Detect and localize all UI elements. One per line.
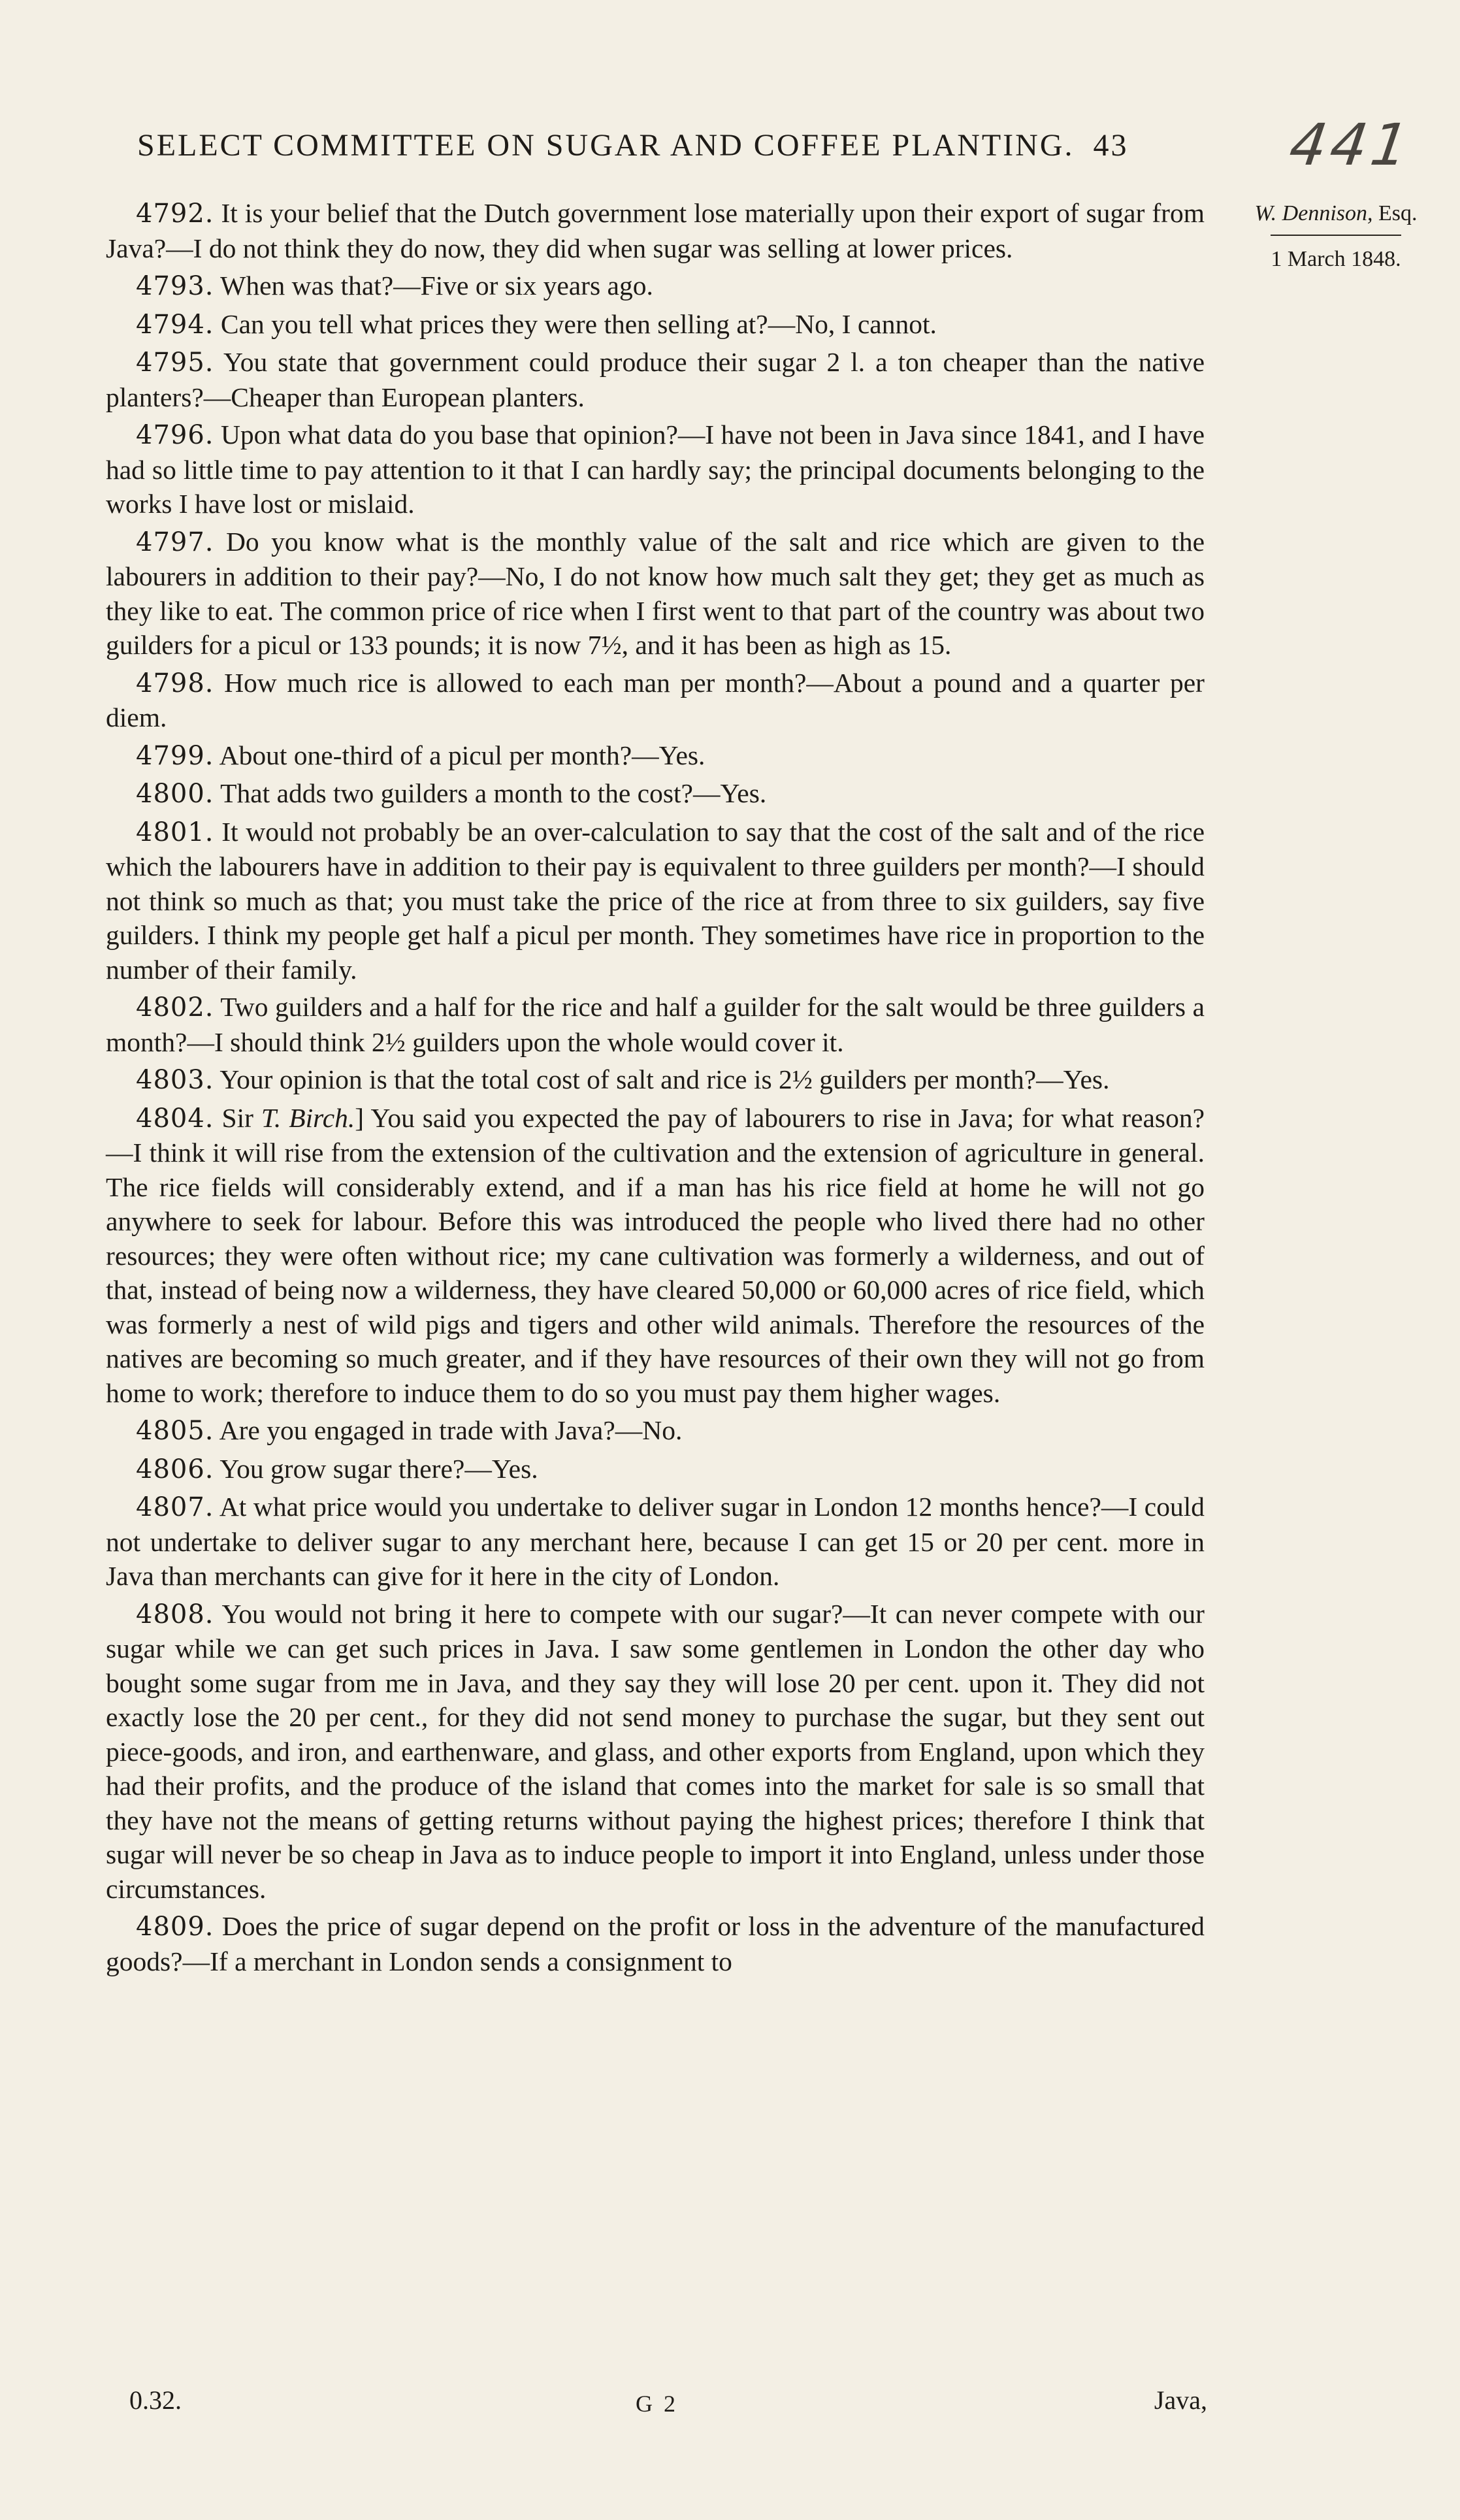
question-4792 [106,196,1205,265]
footer-paper-number: 0.32. [129,2385,182,2415]
question-number: 4797. [136,527,214,557]
witness-name: W. Dennison, [1254,201,1373,225]
margin-note [1228,199,1444,274]
question-4801 [106,815,1205,987]
question-number: 4799. [136,740,214,771]
question-4799 [106,738,1205,774]
question-number: 4806. [136,1454,214,1484]
question-text: Does the price of sugar depend on the profit or loss in the adventure of the manufactured goods?—If a merchant in London sends a consignment to [106,1911,1205,1976]
question-4796 [106,417,1205,521]
question-number: 4803. [136,1065,214,1095]
question-4807 [106,1490,1205,1594]
question-text: You would not bring it here to compete with our sugar?—It can never compete with our sugar while we can get such prices in Java. I saw some gentlemen in London the other day who bought some sugar from me in Java, and they say they will lose 20 per cent. upon it. They did not exactly lose the 20 per cent., for they did not send money to purchase the sugar, but they sent out piece-goods, and iron, and earthenware, and glass, and other exports from England, upon which they had their profits, and the produce of the island that comes into the market for sale is so small that they have not the means of getting returns without paying the highest prices; therefore I think that sugar will never be so cheap in Java as to induce people to import it into England, unless under those circumstances. [106,1598,1205,1904]
question-4808 [106,1597,1205,1906]
question-4797 [106,525,1205,663]
question-4798 [106,666,1205,735]
question-number: 4801. [136,817,214,847]
question-number: 4792. [136,199,214,229]
question-4806 [106,1452,1205,1487]
question-text: It would not probably be an over-calculation to say that the cost of the salt and of the rice which the labourers have in addition to their pay is equivalent to three guilders per month?—I should not think so much as that; you must take the price of the rice at from three to six guilders, say five guilders. I think my people get half a picul per month. They sometimes have rice in proportion to the number of their family. [106,816,1205,985]
question-text: That adds two guilders a month to the cost?—Yes. [220,778,767,808]
question-text: Do you know what is the monthly value of the salt and rice which are given to the labourers in addition to their pay?—No, I do not know how much salt they get; they get as much as they like to eat. The common price of rice when I first went to that part of the country was about two guilders for a picul or 133 pounds; it is now 7½, and it has been as high as 15. [106,526,1205,660]
footer-signature-mark: G 2 [636,2391,678,2417]
footer-catchword: Java, [1154,2385,1207,2415]
header-title: SELECT COMMITTEE ON SUGAR AND COFFEE PLANTING. [137,128,1075,163]
question-4804 [106,1101,1205,1411]
question-text: About one-third of a picul per month?—Yes. [219,740,706,770]
question-text: How much rice is allowed to each man per month?—About a pound and a quarter per diem. [106,667,1205,732]
question-text: Are you engaged in trade with Java?—No. [219,1415,683,1445]
question-4803 [106,1062,1205,1098]
question-number: 4802. [136,992,214,1023]
page-number: 43 [1093,128,1129,163]
question-4800 [106,776,1205,811]
witness-line [1228,199,1444,228]
running-header [137,127,1215,163]
question-number: 4793. [136,271,214,301]
question-text: You grow sugar there?—Yes. [219,1453,538,1484]
question-4802 [106,990,1205,1059]
question-number: 4807. [136,1492,214,1522]
question-4795 [106,345,1205,414]
question-text: Two guilders and a half for the rice and half a guilder for the salt would be three guilders a month?—I should think 2½ guilders upon the whole would cover it. [106,992,1205,1057]
question-number: 4809. [136,1912,214,1942]
margin-divider [1271,235,1401,236]
question-text: It is your belief that the Dutch government lose materially upon their export of sugar from Java?—I do not think they do now, they did when sugar was selling at lower prices. [106,198,1205,263]
question-4809 [106,1909,1205,1978]
question-text: Your opinion is that the total cost of salt and rice is 2½ guilders per month?—Yes. [219,1064,1110,1094]
question-text: ] You said you expected the pay of labourers to rise in Java; for what reason?—I think it will rise from the extension of the cultivation and the extension of agriculture in general. The rice fields will considerably extend, and if a man has his rice field at home he will not go anywhere to seek for labour. Before this was introduced the people who lived there had no other resources; they were often without rice; my cane cultivation was formerly a wilderness, and out of that, instead of being now a wilderness, they have cleared 50,000 or 60,000 acres of rice field, which was formerly a nest of wild pigs and tigers and other wild animals. Therefore the resources of the natives are becoming so much greater, and if they have resources of their own they will not go from home to work; therefore to induce them to do so you must pay them higher wages. [106,1102,1205,1408]
question-number: 4798. [136,668,214,698]
question-number: 4805. [136,1416,214,1446]
speaker-name: T. Birch. [261,1102,355,1133]
question-number: 4800. [136,779,214,809]
question-4794 [106,307,1205,342]
speaker-prefix: Sir [221,1102,261,1133]
question-number: 4794. [136,309,214,340]
question-text: You state that government could produce their sugar 2 l. a ton cheaper than the native planters?—Cheaper than European planters. [106,347,1205,412]
testimony-body [106,196,1205,1982]
question-number: 4795. [136,348,214,378]
question-text: At what price would you undertake to deliver sugar in London 12 months hence?—I could not undertake to deliver sugar to any merchant here, because I can get 15 or 20 per cent. more in Java than merchants can give for it here in the city of London. [106,1492,1205,1591]
question-number: 4808. [136,1599,214,1629]
question-number: 4796. [136,420,214,450]
page-footer [110,2385,1207,2424]
question-number: 4804. [136,1103,214,1134]
question-text: Upon what data do you base that opinion?—I have not been in Java since 1841, and I have had so little time to pay attention to it that I can hardly say; the principal documents belonging to the works I have lost or mislaid. [106,419,1205,519]
handwritten-folio-number: 441 [1285,111,1417,178]
witness-suffix: Esq. [1378,201,1418,225]
question-text: Can you tell what prices they were then selling at?—No, I cannot. [220,308,937,339]
question-text: When was that?—Five or six years ago. [220,270,653,301]
hearing-date: 1 March 1848. [1271,247,1401,271]
question-4805 [106,1413,1205,1448]
question-4793 [106,269,1205,304]
